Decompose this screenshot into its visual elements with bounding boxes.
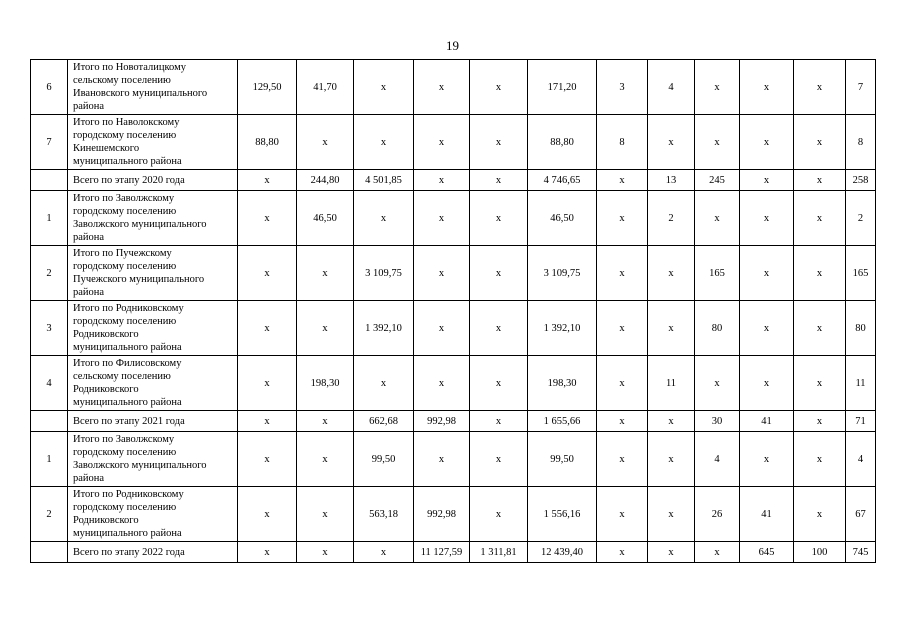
table-row — [31, 356, 876, 411]
table-cell: 67 — [846, 487, 876, 542]
row-number: 2 — [31, 246, 68, 301]
row-name — [68, 170, 238, 191]
row-name-line: муниципального района — [73, 342, 182, 353]
table-cell: 662,68 — [354, 411, 414, 432]
table-cell: 198,30 — [297, 356, 354, 411]
table-cell: 100 — [794, 542, 846, 563]
table-cell: x — [648, 115, 695, 170]
table-cell: x — [648, 487, 695, 542]
table-cell: x — [297, 301, 354, 356]
table-cell: 7 — [846, 60, 876, 115]
row-name — [68, 191, 238, 246]
table-cell: 80 — [695, 301, 740, 356]
table-cell: x — [597, 301, 648, 356]
row-name-line: Всего по этапу 2022 года — [73, 546, 185, 558]
table-cell: 3 109,75 — [354, 246, 414, 301]
table-cell: x — [238, 411, 297, 432]
row-name-line: Итого по Родниковскому — [73, 303, 184, 314]
table-cell: x — [597, 487, 648, 542]
table-cell: 992,98 — [414, 411, 470, 432]
table-cell: x — [297, 432, 354, 487]
row-number — [31, 411, 68, 432]
data-table — [30, 59, 876, 563]
row-name-line: района — [73, 232, 105, 243]
table-cell: x — [470, 301, 528, 356]
row-name — [68, 542, 238, 563]
table-cell: x — [470, 432, 528, 487]
row-name-line: городскому поселению — [73, 206, 177, 217]
table-cell: x — [740, 301, 794, 356]
table-cell: x — [794, 246, 846, 301]
total-row — [31, 542, 876, 563]
table-cell: 8 — [846, 115, 876, 170]
table-row — [31, 115, 876, 170]
table-cell: 4 — [648, 60, 695, 115]
table-cell: 258 — [846, 170, 876, 191]
table-row — [31, 487, 876, 542]
table-cell: 992,98 — [414, 487, 470, 542]
table-cell: x — [648, 301, 695, 356]
total-row — [31, 170, 876, 191]
table-cell: 80 — [846, 301, 876, 356]
table-cell: x — [740, 191, 794, 246]
row-name-line: Заволжского муниципального — [73, 460, 207, 471]
table-cell: 1 311,81 — [470, 542, 528, 563]
table-row — [31, 432, 876, 487]
table-cell: x — [740, 115, 794, 170]
table-cell: 11 — [648, 356, 695, 411]
table-cell: 41 — [740, 487, 794, 542]
row-name-line: городскому поселению — [73, 502, 177, 513]
table-row — [31, 246, 876, 301]
row-number — [31, 542, 68, 563]
table-cell: x — [794, 191, 846, 246]
table-cell: 1 556,16 — [528, 487, 597, 542]
table-cell: x — [238, 246, 297, 301]
table-cell: x — [695, 60, 740, 115]
row-name-line: Кинешемского — [73, 143, 140, 154]
table-cell: 198,30 — [528, 356, 597, 411]
table-cell: 245 — [695, 170, 740, 191]
table-cell: x — [238, 301, 297, 356]
page-number: 19 — [446, 38, 459, 53]
table-cell: x — [297, 411, 354, 432]
table-cell: 46,50 — [297, 191, 354, 246]
table-cell: 41 — [740, 411, 794, 432]
table-cell: 129,50 — [238, 60, 297, 115]
row-name-line: района — [73, 473, 105, 484]
row-number: 2 — [31, 487, 68, 542]
table-cell: x — [414, 115, 470, 170]
table-cell: 244,80 — [297, 170, 354, 191]
table-cell: x — [794, 356, 846, 411]
table-cell: x — [414, 191, 470, 246]
table-cell: x — [470, 246, 528, 301]
table-cell: x — [470, 170, 528, 191]
table-cell: 1 655,66 — [528, 411, 597, 432]
table-cell: x — [597, 432, 648, 487]
row-name-line: Всего по этапу 2020 года — [73, 174, 185, 186]
table-cell: x — [297, 115, 354, 170]
row-name-line: Ивановского муниципального — [73, 88, 208, 99]
table-cell: 563,18 — [354, 487, 414, 542]
table-cell: x — [470, 411, 528, 432]
table-cell: 3 — [597, 60, 648, 115]
table-cell: x — [238, 356, 297, 411]
row-name-line: Итого по Пучежскому — [73, 248, 172, 259]
row-name-line: Всего по этапу 2021 года — [73, 415, 185, 427]
table-cell: 165 — [695, 246, 740, 301]
row-number — [31, 170, 68, 191]
row-number: 1 — [31, 432, 68, 487]
row-name-line: городскому поселению — [73, 316, 177, 327]
row-name-line: Итого по Заволжскому — [73, 434, 175, 445]
table-cell: x — [648, 246, 695, 301]
row-name — [68, 432, 238, 487]
table-cell: 46,50 — [528, 191, 597, 246]
row-name — [68, 356, 238, 411]
table-cell: 12 439,40 — [528, 542, 597, 563]
table-cell: x — [354, 542, 414, 563]
table-cell: x — [354, 60, 414, 115]
row-name-line: Итого по Заволжскому — [73, 193, 175, 204]
table-cell: 41,70 — [297, 60, 354, 115]
total-row — [31, 411, 876, 432]
table-cell: x — [238, 542, 297, 563]
table-cell: 2 — [846, 191, 876, 246]
table-cell: x — [238, 487, 297, 542]
table-row — [31, 191, 876, 246]
table-cell: 88,80 — [528, 115, 597, 170]
row-number: 4 — [31, 356, 68, 411]
table-cell: x — [297, 246, 354, 301]
table-cell: x — [470, 487, 528, 542]
table-cell: x — [794, 432, 846, 487]
table-cell: 8 — [597, 115, 648, 170]
table-cell: x — [238, 432, 297, 487]
table-cell: 165 — [846, 246, 876, 301]
table-cell: x — [597, 170, 648, 191]
table-cell: x — [414, 432, 470, 487]
row-name — [68, 60, 238, 115]
table-cell: x — [648, 411, 695, 432]
table-cell: x — [794, 301, 846, 356]
row-number: 6 — [31, 60, 68, 115]
table-cell: x — [414, 301, 470, 356]
table-cell: 745 — [846, 542, 876, 563]
table-cell: x — [794, 487, 846, 542]
row-number: 3 — [31, 301, 68, 356]
table-cell: 645 — [740, 542, 794, 563]
table-cell: x — [695, 356, 740, 411]
table-cell: x — [354, 356, 414, 411]
table-cell: x — [414, 246, 470, 301]
table-cell: 4 — [695, 432, 740, 487]
table-cell: x — [470, 356, 528, 411]
table-cell: x — [470, 115, 528, 170]
row-name-line: городскому поселению — [73, 447, 177, 458]
row-name-line: муниципального района — [73, 397, 182, 408]
row-name-line: Итого по Новоталицкому — [73, 62, 186, 73]
table-cell: x — [470, 191, 528, 246]
table-cell: x — [354, 191, 414, 246]
table-cell: x — [297, 542, 354, 563]
table-cell: 11 127,59 — [414, 542, 470, 563]
table-cell: 4 746,65 — [528, 170, 597, 191]
table-cell: x — [794, 411, 846, 432]
table-cell: x — [794, 60, 846, 115]
table-cell: x — [597, 246, 648, 301]
table-cell: 171,20 — [528, 60, 597, 115]
row-name-line: муниципального района — [73, 528, 182, 539]
row-name-line: района — [73, 101, 105, 112]
table-cell: 30 — [695, 411, 740, 432]
table-cell: 88,80 — [238, 115, 297, 170]
table-cell: 99,50 — [528, 432, 597, 487]
row-name — [68, 246, 238, 301]
table-cell: 1 392,10 — [528, 301, 597, 356]
row-number: 7 — [31, 115, 68, 170]
row-name-line: Родниковского — [73, 384, 139, 395]
table-cell: x — [414, 356, 470, 411]
table-cell: x — [740, 170, 794, 191]
table-cell: x — [740, 60, 794, 115]
table-cell: x — [238, 170, 297, 191]
row-name-line: Итого по Наволокскому — [73, 117, 180, 128]
table-cell: x — [470, 60, 528, 115]
table-body — [31, 60, 876, 563]
table-cell: x — [597, 542, 648, 563]
row-name-line: муниципального района — [73, 156, 182, 167]
table-cell: 2 — [648, 191, 695, 246]
table-cell: x — [695, 115, 740, 170]
table-cell: x — [695, 542, 740, 563]
row-name-line: Заволжского муниципального — [73, 219, 207, 230]
table-cell: 26 — [695, 487, 740, 542]
table-cell: x — [238, 191, 297, 246]
table-cell: x — [597, 356, 648, 411]
row-name — [68, 301, 238, 356]
table-cell: x — [794, 170, 846, 191]
table-cell: x — [414, 170, 470, 191]
table-cell: x — [297, 487, 354, 542]
row-name — [68, 411, 238, 432]
row-name-line: Итого по Родниковскому — [73, 489, 184, 500]
row-number: 1 — [31, 191, 68, 246]
table-cell: 1 392,10 — [354, 301, 414, 356]
table-cell: x — [648, 432, 695, 487]
table-row — [31, 301, 876, 356]
table-row — [31, 60, 876, 115]
table-cell: x — [740, 356, 794, 411]
table-cell: x — [354, 115, 414, 170]
table-cell: x — [597, 411, 648, 432]
table-cell: 71 — [846, 411, 876, 432]
table-cell: 4 501,85 — [354, 170, 414, 191]
table-cell: 99,50 — [354, 432, 414, 487]
table-cell: 13 — [648, 170, 695, 191]
row-name-line: района — [73, 287, 105, 298]
table-cell: x — [695, 191, 740, 246]
row-name-line: Итого по Филисовскому — [73, 358, 182, 369]
row-name-line: городскому поселению — [73, 261, 177, 272]
row-name — [68, 115, 238, 170]
table-cell: x — [794, 115, 846, 170]
table-cell: 3 109,75 — [528, 246, 597, 301]
table-cell: x — [597, 191, 648, 246]
row-name-line: сельскому поселению — [73, 371, 171, 382]
table-cell: x — [740, 246, 794, 301]
table-cell: x — [414, 60, 470, 115]
table-cell: x — [648, 542, 695, 563]
row-name-line: Пучежского муниципального — [73, 274, 205, 285]
table-cell: 11 — [846, 356, 876, 411]
row-name-line: городскому поселению — [73, 130, 177, 141]
row-name-line: Родниковского — [73, 515, 139, 526]
row-name — [68, 487, 238, 542]
row-name-line: Родниковского — [73, 329, 139, 340]
row-name-line: сельскому поселению — [73, 75, 171, 86]
table-cell: x — [740, 432, 794, 487]
table-cell: 4 — [846, 432, 876, 487]
